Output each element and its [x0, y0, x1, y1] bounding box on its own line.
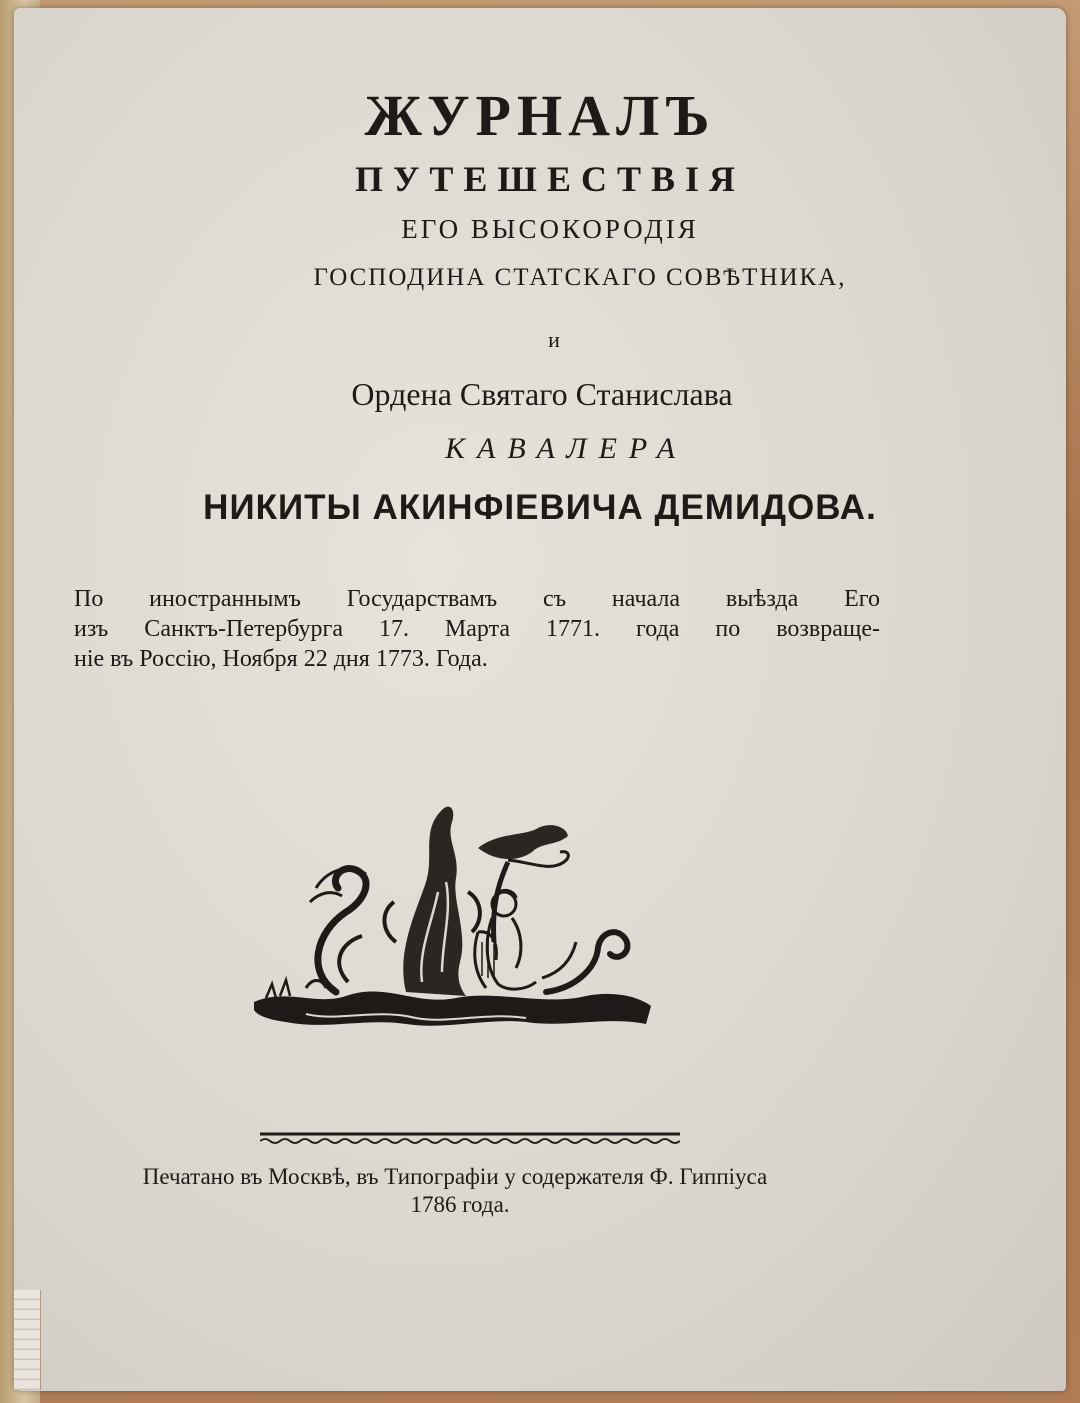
conjunction-text: и — [548, 327, 560, 352]
imprint-line: Печатано въ Москвѣ, въ Типографіи у содержателя Ф. Гиппіуса — [142, 1164, 768, 1189]
decorative-rule-icon — [260, 1130, 680, 1146]
author-name: НИКИТЫ АКИНФІЕВИЧА ДЕМИДОВА. — [203, 488, 877, 527]
description-line-3: ніе въ Россію, Ноября 22 дня 1773. Года. — [74, 646, 488, 672]
description-paragraph — [74, 584, 880, 674]
cavalier-line: КАВАЛЕРА — [445, 432, 687, 465]
order-line: Ордена Святаго Станислава — [351, 376, 733, 412]
page-title: ЖУРНАЛЪ — [364, 83, 716, 148]
subtitle-rank: ГОСПОДИНА СТАТСКАГО СОВѢТНИКА, — [313, 264, 847, 291]
subtitle-travel: ПУТЕШЕСТВІЯ — [354, 159, 746, 199]
description-line-2: изъ Санктъ-Петербурга 17. Марта 1771. года по возвраще- — [74, 616, 880, 642]
imprint-year: 1786 года. — [410, 1192, 510, 1217]
description-line-1: По иностраннымъ Государствамъ съ начала выѣзда Его — [74, 586, 880, 612]
subtitle-honorific: ЕГО ВЫСОКОРОДІЯ — [401, 214, 699, 244]
woodcut-vignette-icon — [246, 792, 656, 1052]
torn-binding-edge — [14, 1290, 41, 1390]
